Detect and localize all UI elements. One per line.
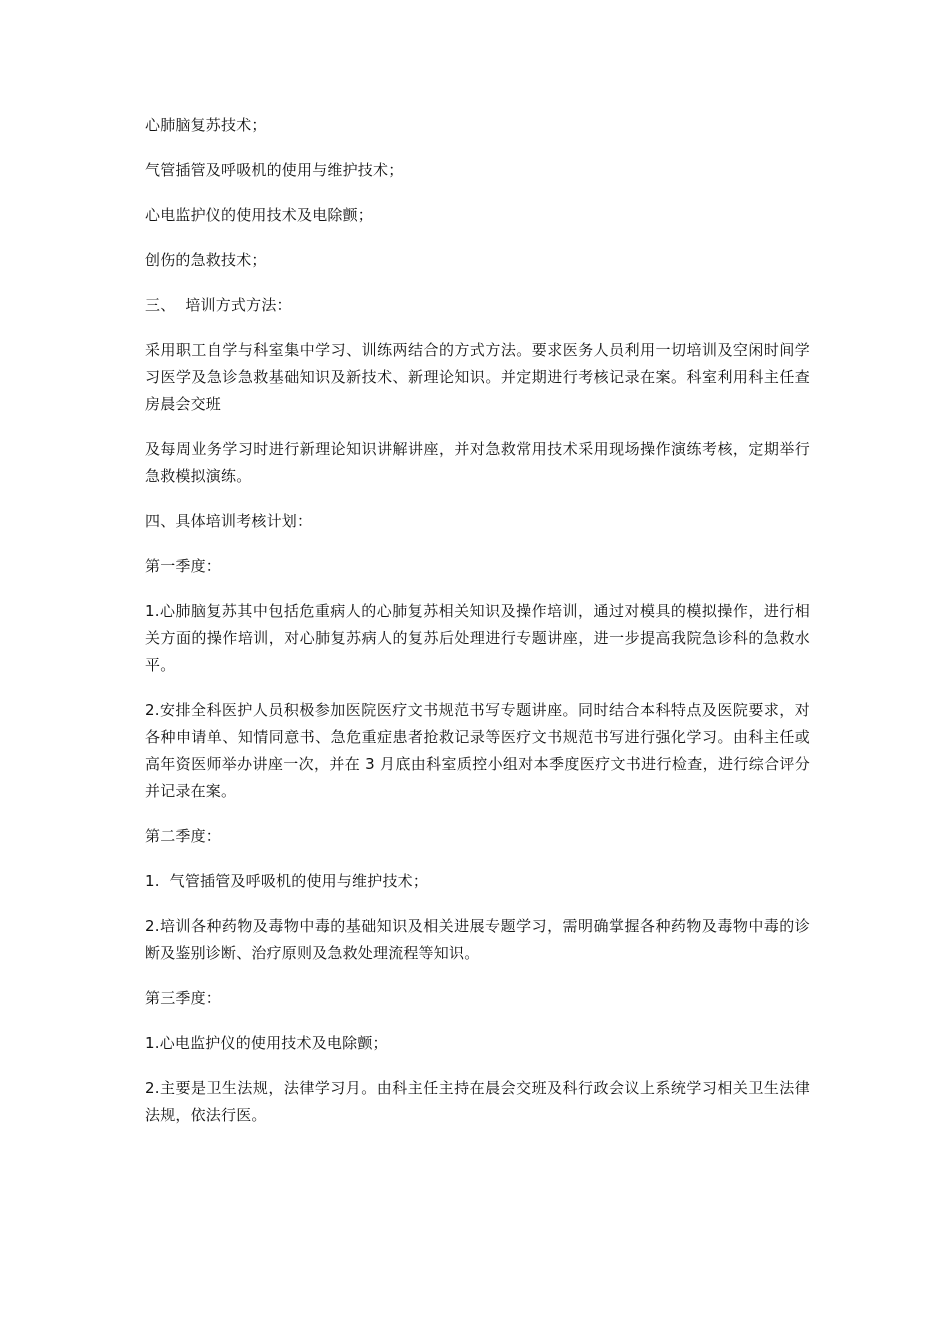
section-heading-training-methods: 三、 培训方式方法： [145,296,292,314]
section-heading-assessment-plan: 四、具体培训考核计划： [145,512,313,530]
list-item-q3-1: 1.心电监护仪的使用技术及电除颤； [145,1034,388,1052]
paragraph-intubation-ventilator: 气管插管及呼吸机的使用与维护技术； [145,161,404,179]
list-item-q1-1: 1.心肺脑复苏其中包括危重病人的心肺复苏相关知识及操作培训，通过对模具的模拟操作，进行相关方面的操作培训，对心肺复苏病人的复苏后处理进行专题讲座，进一步提高我院急诊科的急救水平。 [145,602,810,674]
list-item-q3-2: 2.主要是卫生法规，法律学习月。由科主任主持在晨会交班及科行政会议上系统学习相关卫生法律法规，依法行医。 [145,1079,810,1124]
subheading-second-quarter: 第二季度： [145,827,222,845]
list-item-q2-1: 1. 气管插管及呼吸机的使用与维护技术； [145,872,429,890]
document-page [145,112,810,1147]
subheading-first-quarter: 第一季度： [145,557,222,575]
paragraph-training-methods-continued: 及每周业务学习时进行新理论知识讲解讲座，并对急救常用技术采用现场操作演练考核，定期举行急救模拟演练。 [145,440,810,485]
list-item-q2-2: 2.培训各种药物及毒物中毒的基础知识及相关进展专题学习，需明确掌握各种药物及毒物中毒的诊断及鉴别诊断、治疗原则及急救处理流程等知识。 [145,917,810,962]
paragraph-training-methods-body: 采用职工自学与科室集中学习、训练两结合的方式方法。要求医务人员利用一切培训及空闲时间学习医学及急诊急救基础知识及新技术、新理论知识。并定期进行考核记录在案。科室利用科主任查房晨会交班 [145,341,810,413]
paragraph-ecg-defibrillation: 心电监护仪的使用技术及电除颤； [145,206,374,224]
list-item-q1-2: 2.安排全科医护人员积极参加医院医疗文书规范书写专题讲座。同时结合本科特点及医院要求，对各种申请单、知情同意书、急危重症患者抢救记录等医疗文书规范书写进行强化学习。由科主任或高年资医师举办讲座一次，并在 3 月底由科室质控小组对本季度医疗文书进行检查，进行综合评分并记录在案。 [145,701,810,800]
paragraph-trauma-first-aid: 创伤的急救技术； [145,251,267,269]
subheading-third-quarter: 第三季度： [145,989,222,1007]
paragraph-cpr-technique: 心肺脑复苏技术； [145,116,267,134]
